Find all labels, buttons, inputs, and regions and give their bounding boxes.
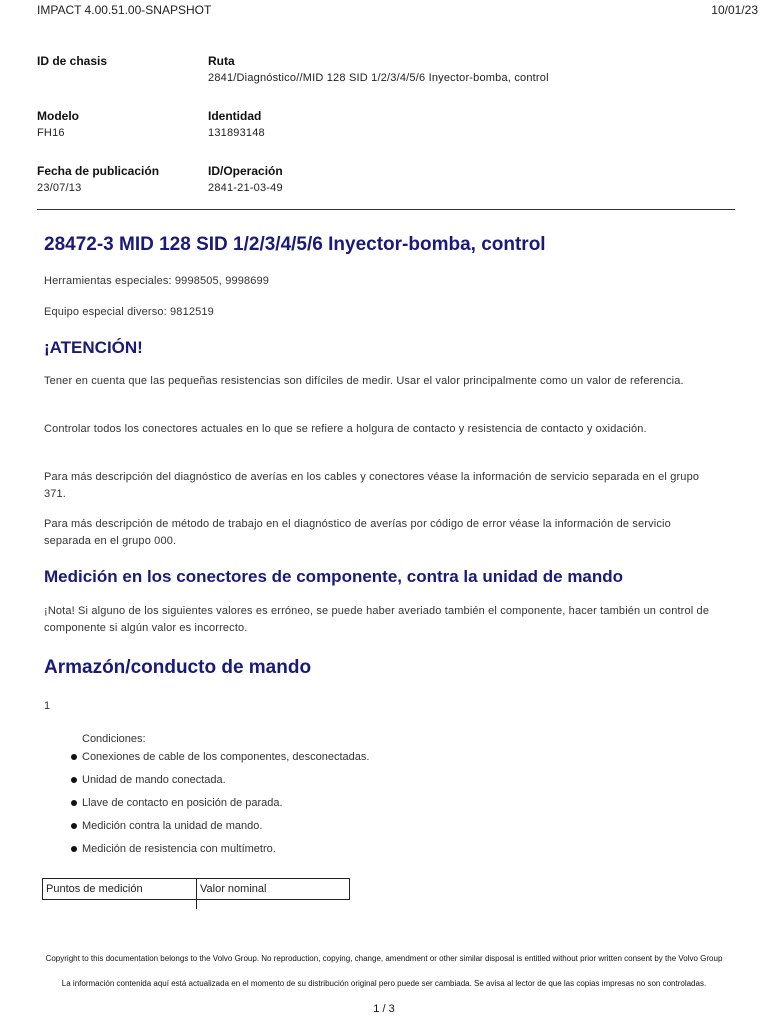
subsection-heading: Armazón/conducto de mando bbox=[44, 657, 312, 678]
condition-item bbox=[82, 751, 369, 774]
pubdate-value: 23/07/13 bbox=[37, 182, 82, 194]
measurement-table bbox=[42, 878, 350, 900]
table-header-measuring-points: Puntos de medición bbox=[43, 879, 197, 900]
condition-item bbox=[82, 843, 369, 866]
condition-item bbox=[82, 774, 369, 797]
operation-value: 2841-21-03-49 bbox=[208, 182, 283, 194]
model-value: FH16 bbox=[37, 127, 65, 139]
condition-text: Conexiones de cable de los componentes, desconectadas. bbox=[82, 751, 370, 763]
identity-field bbox=[208, 109, 265, 140]
table-header-row bbox=[43, 879, 350, 900]
identity-value: 131893148 bbox=[208, 127, 265, 139]
chassis-label: ID de chasis bbox=[37, 54, 108, 68]
warning-paragraph-3: Para más descripción del diagnóstico de averías en los cables y conectores véase la información de servicio separada en el grupo 371. bbox=[44, 471, 700, 500]
disclaimer-notice: La información contenida aquí está actualizada en el momento de su distribución original pero puede ser cambiada. Se avisa al lector de que las copias impresas no son controladas. bbox=[61, 979, 707, 988]
meta-row-1 bbox=[37, 54, 737, 109]
condition-text: Llave de contacto en posición de parada. bbox=[82, 797, 283, 809]
step-number: 1 bbox=[44, 700, 51, 712]
warning-heading: ¡ATENCIÓN! bbox=[44, 338, 143, 357]
warning-paragraph-1: Tener en cuenta que las pequeñas resistencias son difíciles de medir. Usar el valor principalmente como un valor de referencia. bbox=[44, 375, 684, 387]
meta-row-2 bbox=[37, 109, 737, 164]
special-tools: Herramientas especiales: 9998505, 9998699 bbox=[44, 275, 270, 287]
document-title: 28472-3 MID 128 SID 1/2/3/4/5/6 Inyector-bomba, control bbox=[44, 234, 546, 255]
special-equipment: Equipo especial diverso: 9812519 bbox=[44, 306, 214, 318]
bullet-icon bbox=[71, 823, 77, 829]
conditions-list bbox=[82, 733, 369, 866]
model-field bbox=[37, 109, 79, 140]
metadata-block bbox=[37, 54, 737, 219]
print-date: 10/01/23 bbox=[711, 3, 758, 17]
header-divider bbox=[37, 209, 735, 210]
meta-row-3 bbox=[37, 164, 737, 219]
operation-label: ID/Operación bbox=[208, 164, 283, 178]
chassis-field bbox=[37, 54, 107, 71]
bullet-icon bbox=[71, 800, 77, 806]
bullet-icon bbox=[71, 777, 77, 783]
warning-paragraph-2: Controlar todos los conectores actuales en lo que se refiere a holgura de contacto y resistencia de contacto y oxidación. bbox=[44, 423, 647, 435]
page-number: 1 / 3 bbox=[373, 1003, 395, 1015]
bullet-icon bbox=[71, 846, 77, 852]
pubdate-field bbox=[37, 164, 159, 195]
operation-field bbox=[208, 164, 283, 195]
table-column-divider bbox=[196, 899, 197, 909]
route-value: 2841/Diagnóstico//MID 128 SID 1/2/3/4/5/6 Inyector-bomba, control bbox=[208, 72, 549, 84]
condition-text: Unidad de mando conectada. bbox=[82, 774, 226, 786]
condition-item bbox=[82, 820, 369, 843]
conditions-title: Condiciones: bbox=[82, 733, 146, 745]
pubdate-label: Fecha de publicación bbox=[37, 164, 160, 178]
condition-text: Medición de resistencia con multímetro. bbox=[82, 843, 276, 855]
app-version: IMPACT 4.00.51.00-SNAPSHOT bbox=[37, 3, 212, 17]
condition-text: Medición contra la unidad de mando. bbox=[82, 820, 263, 832]
copyright-notice: Copyright to this documentation belongs to the Volvo Group. No reproduction, copying, change, amendment or other similar disposal is entitled without prior written consent by the Volvo Group bbox=[45, 954, 723, 963]
condition-item bbox=[82, 797, 369, 820]
route-field bbox=[208, 54, 549, 85]
note-paragraph: ¡Nota! Si alguno de los siguientes valores es erróneo, se puede haber averiado también el componente, hacer también un control de componente si algún valor es incorrecto. bbox=[44, 605, 710, 634]
model-label: Modelo bbox=[37, 109, 79, 123]
warning-paragraph-4: Para más descripción de método de trabajo en el diagnóstico de averías por código de error véase la información de servicio separada en el grupo 000. bbox=[44, 518, 671, 547]
bullet-icon bbox=[71, 754, 77, 760]
route-label: Ruta bbox=[208, 54, 235, 68]
section-heading: Medición en los conectores de componente, contra la unidad de mando bbox=[44, 567, 624, 586]
table-header-nominal-value: Valor nominal bbox=[197, 879, 350, 900]
identity-label: Identidad bbox=[208, 109, 262, 123]
